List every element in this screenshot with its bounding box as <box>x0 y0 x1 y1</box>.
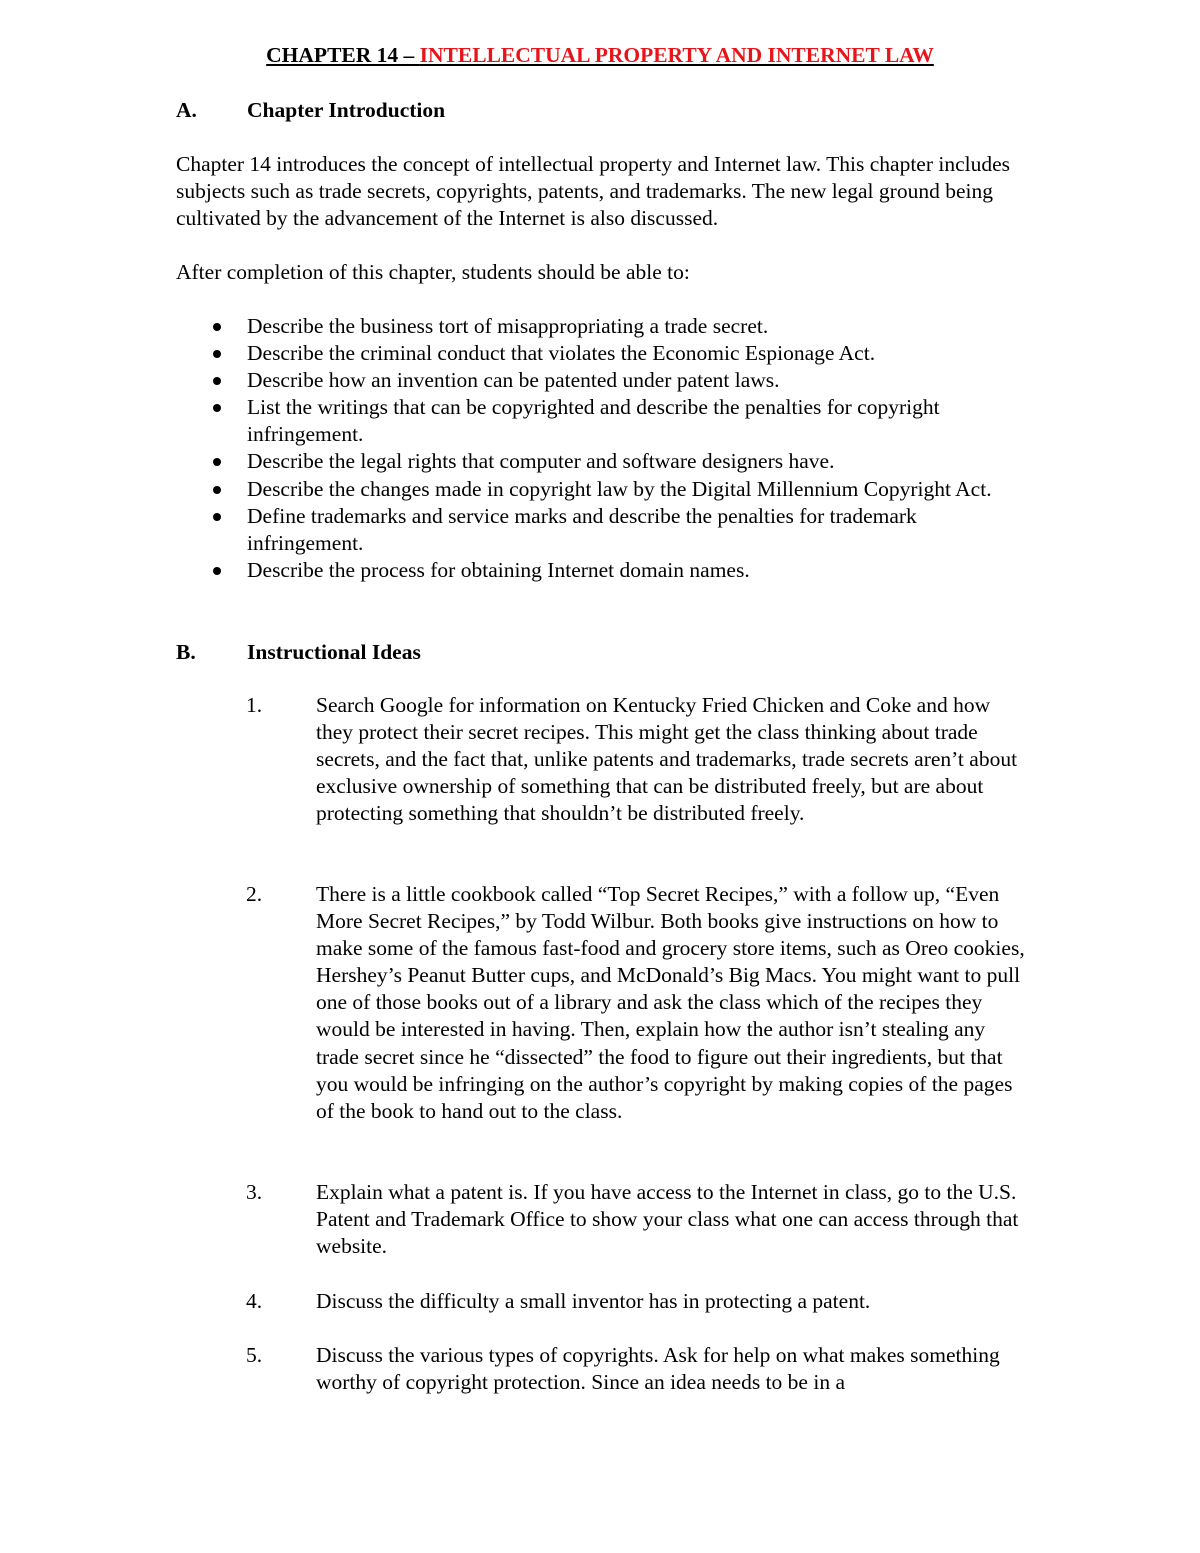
chapter-intro-paragraph: Chapter 14 introduces the concept of intellectual property and Internet law. This chapter includes subjects such as trade secrets, copyrights, patents, and trademarks. The new legal ground being cultivated by the advancement of the Internet is also discussed. <box>176 152 1011 231</box>
bullet-icon <box>213 567 221 575</box>
objectives-list <box>176 313 1036 584</box>
objective-text: Describe the process for obtaining Internet domain names. <box>247 557 750 582</box>
objective-text: List the writings that can be copyrighted and describe the penalties for copyright infringement. <box>247 395 940 447</box>
section-a-letter: A. <box>176 98 197 122</box>
objective-text: Describe how an invention can be patented under patent laws. <box>247 368 780 393</box>
objective-text: Describe the legal rights that computer and software designers have. <box>247 449 835 474</box>
objectives-lead: After completion of this chapter, students should be able to: <box>176 260 690 284</box>
bullet-icon <box>213 350 221 358</box>
bullet-icon <box>213 486 221 494</box>
idea-item <box>246 1342 1036 1396</box>
bullet-icon <box>213 404 221 412</box>
idea-number: 5. <box>246 1343 263 1367</box>
idea-number: 3. <box>246 1180 263 1204</box>
section-b-heading <box>176 639 421 666</box>
idea-text: Explain what a patent is. If you have access to the Internet in class, go to the U.S. Patent and Trademark Office to show your class what one can access through that website. <box>316 1180 1019 1259</box>
objective-item <box>176 557 1036 584</box>
bullet-icon <box>213 323 221 331</box>
objective-item <box>176 394 1036 448</box>
chapter-title-highlight: INTELLECTUAL PROPERTY AND INTERNET LAW <box>419 43 934 67</box>
idea-text: Discuss the various types of copyrights. Ask for help on what makes something worthy of copyright protection. Since an idea needs to be in a <box>316 1343 1000 1395</box>
idea-number: 2. <box>246 882 263 906</box>
idea-number: 4. <box>246 1289 263 1313</box>
bullet-icon <box>213 458 221 466</box>
idea-item <box>246 1179 1036 1260</box>
section-b-title: Instructional Ideas <box>247 640 421 664</box>
chapter-title-prefix: CHAPTER 14 – <box>266 43 420 67</box>
idea-text: Search Google for information on Kentucky Fried Chicken and Coke and how they protect their secret recipes. This might get the class thinking about trade secrets, and the fact that, unlike patents and trademarks, trade secrets aren’t about exclusive ownership of something that can be distributed freely, but are about protecting something that shouldn’t be distributed freely. <box>316 693 1018 826</box>
chapter-title <box>0 42 1200 69</box>
idea-item <box>246 1288 1036 1315</box>
objective-text: Define trademarks and service marks and describe the penalties for trademark infringement. <box>247 503 917 555</box>
objective-text: Describe the business tort of misappropriating a trade secret. <box>247 314 769 338</box>
idea-number: 1. <box>246 693 263 717</box>
objective-item <box>176 476 1036 503</box>
bullet-icon <box>213 513 221 521</box>
objective-text: Describe the changes made in copyright law by the Digital Millennium Copyright Act. <box>247 476 992 501</box>
objective-item <box>176 313 1036 340</box>
section-a-title: Chapter Introduction <box>247 98 446 122</box>
objective-item <box>176 340 1036 367</box>
objective-text: Describe the criminal conduct that violates the Economic Espionage Act. <box>247 341 876 366</box>
objective-item <box>176 448 1036 475</box>
idea-item <box>246 881 1036 1125</box>
idea-text: There is a little cookbook called “Top Secret Recipes,” with a follow up, “Even More Secret Recipes,” by Todd Wilbur. Both books give instructions on how to make some of the famous fast-food and grocery store items, such as Oreo cookies, Hershey’s Peanut Butter cups, and McDonald’s Big Macs. You might want to pull one of those books out of a library and ask the class which of the recipes they would be interested in having. Then, explain how the author isn’t stealing any trade secret since he “dissected” the food to figure out their ingredients, but that you would be infringing on the author’s copyright by making copies of the pages of the book to hand out to the class. <box>316 882 1025 1123</box>
objective-item <box>176 503 1036 557</box>
objective-item <box>176 367 1036 394</box>
bullet-icon <box>213 377 221 385</box>
section-b-letter: B. <box>176 640 196 664</box>
section-a-heading <box>176 97 445 124</box>
idea-text: Discuss the difficulty a small inventor has in protecting a patent. <box>316 1289 871 1313</box>
idea-item <box>246 692 1036 827</box>
